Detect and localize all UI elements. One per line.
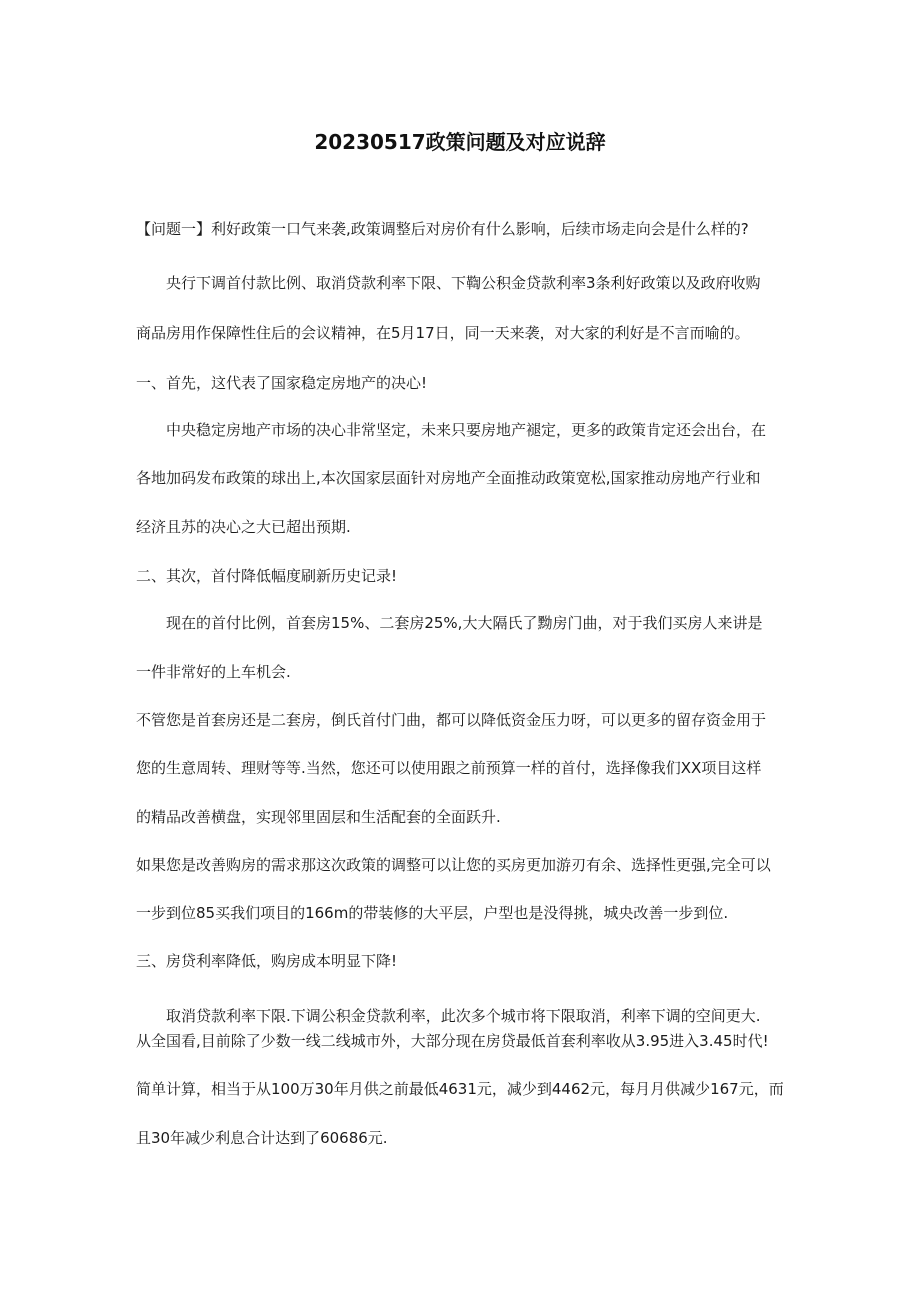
paragraph-line: 商品房用作保障性住后的会议精神，在5月17日，同一天来袭，对大家的利好是不言而喻的。 (136, 324, 750, 342)
paragraph-line: 的精品改善横盘，实现邻里固层和生活配套的全面跃升. (136, 808, 501, 826)
section-heading-one: 一、首先，这代表了国家稳定房地产的决心! (136, 374, 428, 392)
paragraph-line: 从全国看,目前除了少数一线二线城市外，大部分现在房贷最低首套利率收从3.95进入3.45时代! (136, 1032, 769, 1050)
paragraph-line: 各地加码发布政策的球出上,本次国家层面针对房地产全面推动政策宽松,国家推动房地产行业和 (136, 469, 761, 487)
question-one-heading: 【问题一】利好政策一口气来袭,政策调整后对房价有什么影响，后续市场走向会是什么样的? (136, 220, 749, 238)
section-heading-three: 三、房贷利率降低，购房成本明显下降! (136, 952, 398, 970)
paragraph-line: 取消贷款利率下限.下调公积金贷款利率，此次多个城市将下限取消，利率下调的空间更大. (166, 1007, 761, 1025)
paragraph-line: 央行下调首付款比例、取消贷款利率下限、下鞫公积金贷款利率3条利好政策以及政府收购 (166, 274, 761, 292)
paragraph-line: 中央稳定房地产市场的决心非常坚定，未来只要房地产褪定，更多的政策肯定还会出台，在 (166, 421, 767, 439)
section-heading-two: 二、其次，首付降低幅度刷新历史记录! (136, 567, 398, 585)
paragraph-line: 一步到位85买我们项目的166m的带装修的大平层，户型也是没得挑，城央改善一步到位. (136, 904, 729, 922)
document-title: 20230517政策问题及对应说辞 (314, 130, 606, 154)
paragraph-line: 经济且苏的决心之大已超出预期. (136, 518, 351, 536)
paragraph-line: 简单计算，相当于从100万30年月供之前最低4631元，减少到4462元，每月月供减少167元，而 (136, 1080, 784, 1098)
paragraph-line: 一件非常好的上车机会. (136, 663, 291, 681)
paragraph-line: 不管您是首套房还是二套房，倒氏首付门曲，都可以降低资金压力呀，可以更多的留存资金用于 (136, 711, 767, 729)
paragraph-line: 您的生意周转、理财等等.当然，您还可以使用跟之前预算一样的首付，选择像我们XX项目这样 (136, 759, 762, 777)
paragraph-line: 现在的首付比例，首套房15%、二套房25%,大大隔氏了黝房门曲，对于我们买房人来讲是 (166, 614, 763, 632)
paragraph-line: 如果您是改善购房的需求那这次政策的调整可以让您的买房更加游刃有余、选择性更强,完全可以 (136, 856, 771, 874)
paragraph-line: 且30年减少利息合计达到了60686元. (136, 1129, 388, 1147)
